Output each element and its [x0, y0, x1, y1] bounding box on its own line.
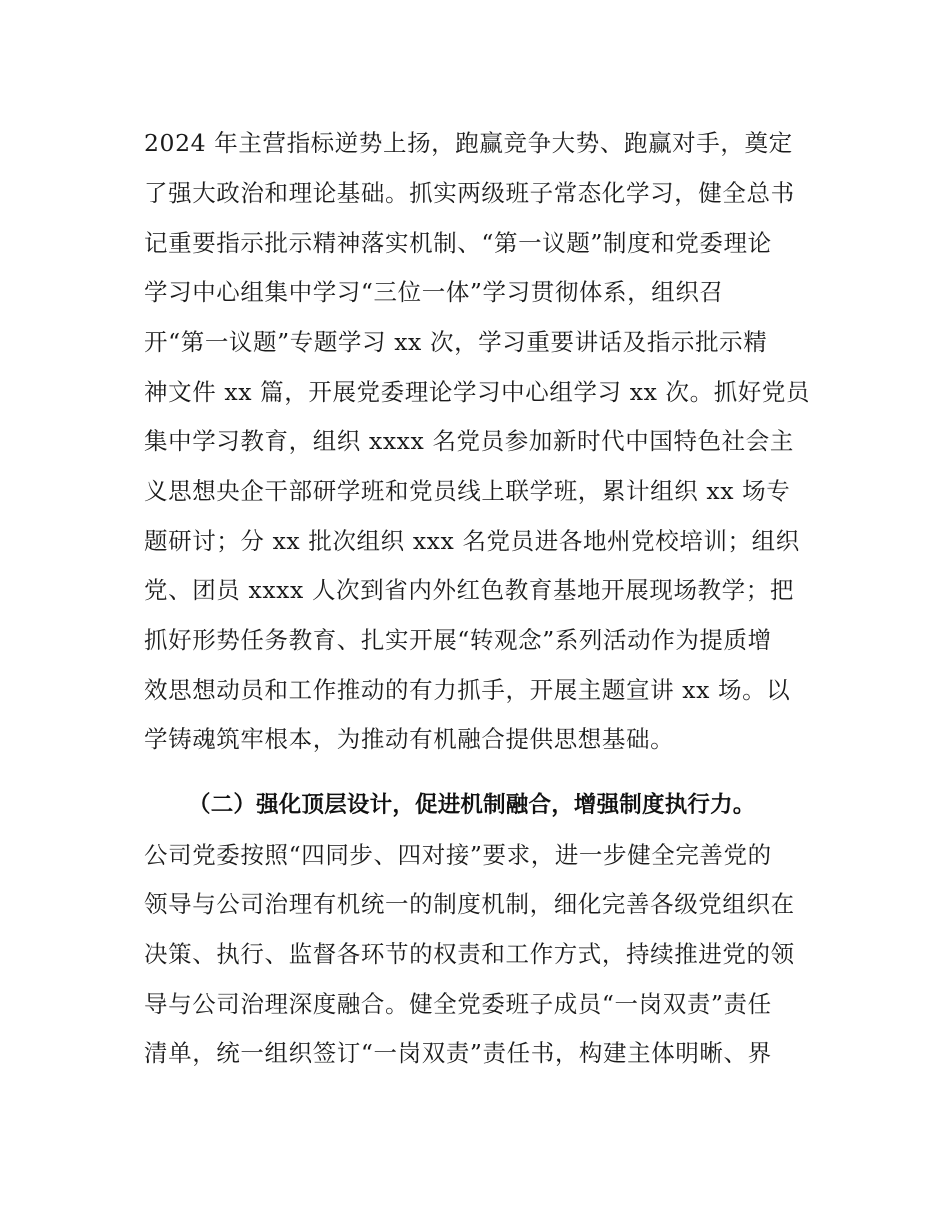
paragraph-2-line-1: 公司党委按照“四同步、四对接”要求，进一步健全完善党的 — [144, 841, 772, 869]
paragraph-1-line-5: 开“第一议题”专题学习 xx 次，学习重要讲话及指示批示精 — [144, 328, 768, 356]
paragraph-1-line-7: 集中学习教育，组织 xxxx 名党员参加新时代中国特色社会主 — [144, 427, 794, 455]
paragraph-1-line-9: 题研讨；分 xx 批次组织 xxx 名党员进各地州党校培训；组织 — [144, 527, 800, 555]
paragraph-1-line-2: 了强大政治和理论基础。抓实两级班子常态化学习，健全总书 — [144, 179, 795, 207]
paragraph-2-line-2: 领导与公司治理有机统一的制度机制，细化完善各级党组织在 — [144, 890, 795, 918]
paragraph-2-line-4: 导与公司治理深度融合。健全党委班子成员“一岗双责”责任 — [144, 990, 772, 1018]
paragraph-1-line-1: 2024 年主营指标逆势上扬，跑赢竞争大势、跑赢对手，奠定 — [144, 129, 793, 157]
paragraph-1-line-12: 效思想动员和工作推动的有力抓手，开展主题宣讲 xx 场。以 — [144, 676, 791, 704]
paragraph-1-line-3: 记重要指示批示精神落实机制、“第一议题”制度和党委理论 — [144, 229, 772, 257]
section-heading-2: （二）强化顶层设计，促进机制融合，增强制度执行力。 — [188, 792, 756, 818]
paragraph-1-line-6: 神文件 xx 篇，开展党委理论学习中心组学习 xx 次。抓好党员 — [144, 378, 811, 406]
paragraph-2-line-3: 决策、执行、监督各环节的权责和工作方式，持续推进党的领 — [144, 940, 795, 968]
paragraph-1-line-10: 党、团员 xxxx 人次到省内外红色教育基地开展现场教学；把 — [144, 576, 794, 604]
paragraph-2-line-5: 清单，统一组织签订“一岗双责”责任书，构建主体明晰、界 — [144, 1039, 772, 1067]
paragraph-1-line-11: 抓好形势任务教育、扎实开展“转观念”系列活动作为提质增 — [144, 626, 772, 654]
paragraph-1-line-13: 学铸魂筑牢根本，为推动有机融合提供思想基础。 — [144, 725, 675, 753]
paragraph-1-line-8: 义思想央企干部研学班和党员线上联学班，累计组织 xx 场专 — [144, 477, 791, 505]
paragraph-1-line-4: 学习中心组集中学习“三位一体”学习贯彻体系，组织召 — [144, 278, 724, 306]
